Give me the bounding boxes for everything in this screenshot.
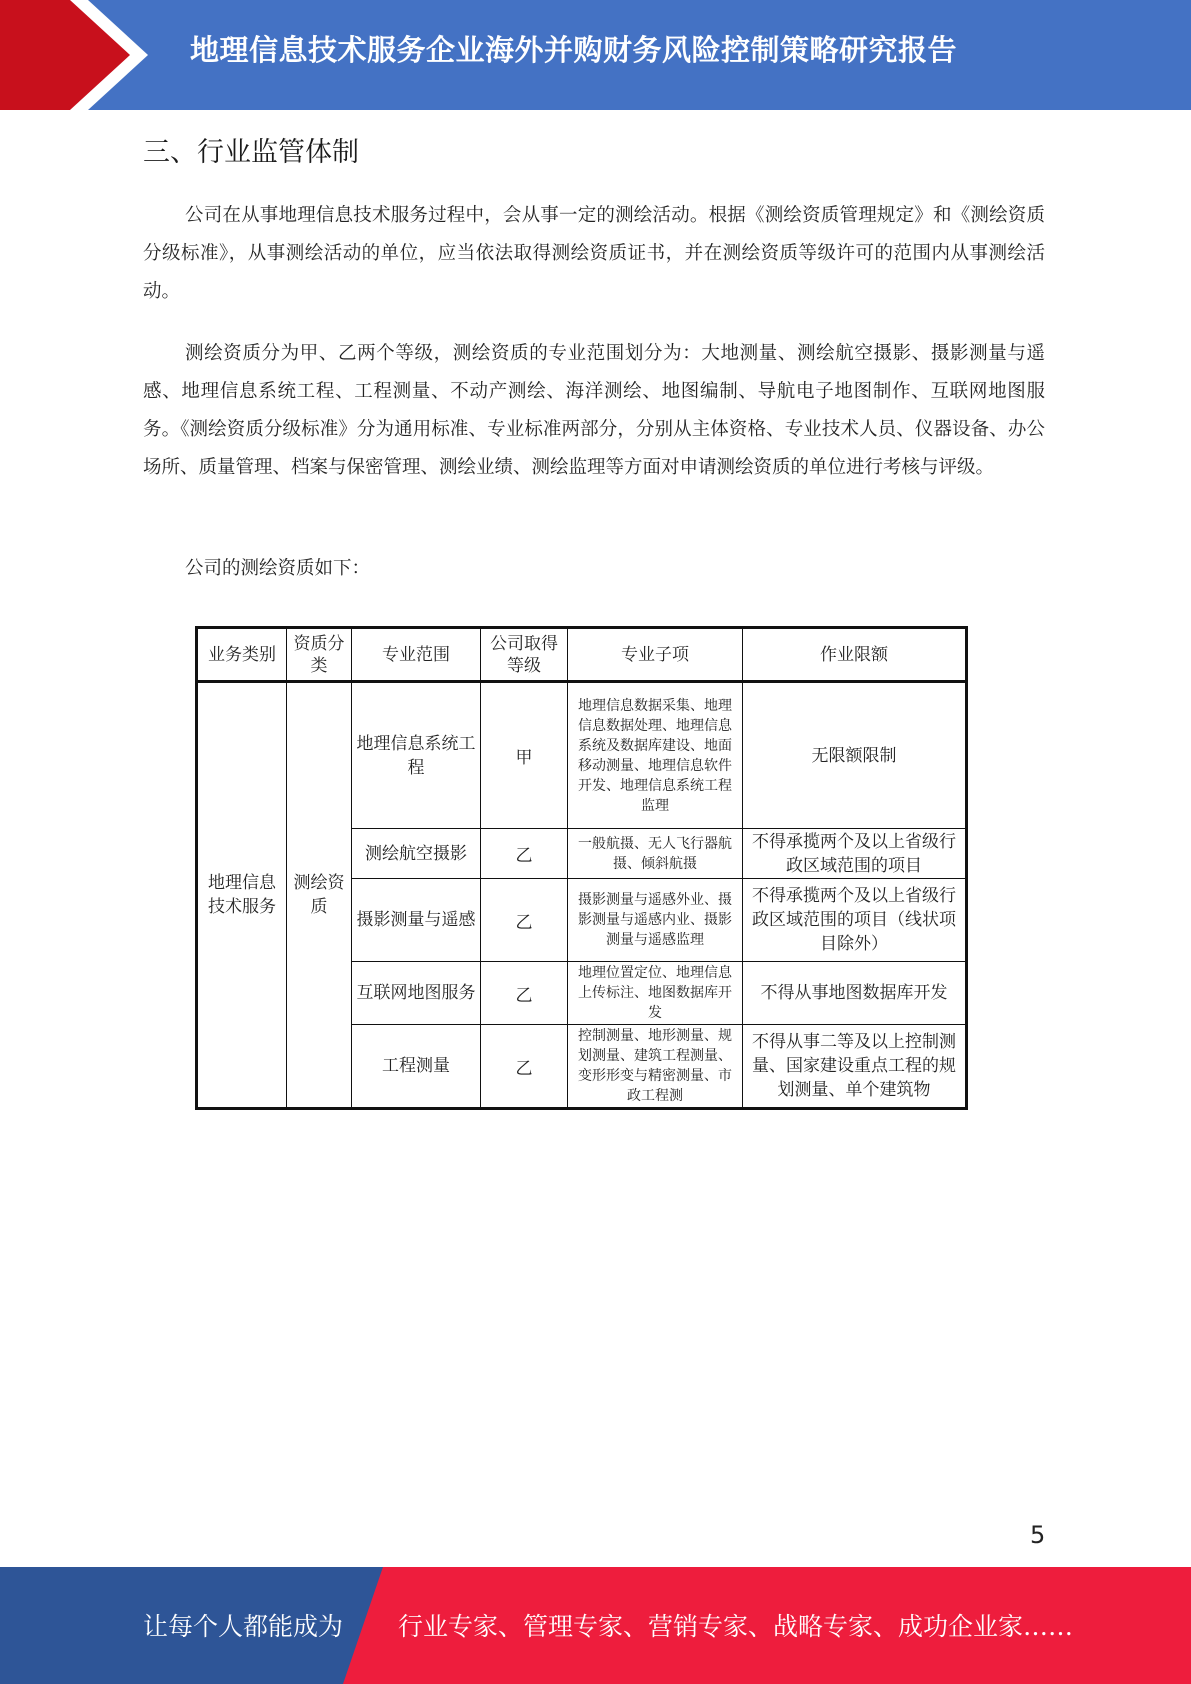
cell-sub-items: 摄影测量与遥感外业、摄影测量与遥感内业、摄影测量与遥感监理 [568, 879, 743, 962]
header-work-limit: 作业限额 [743, 628, 967, 682]
cell-grade: 甲 [481, 682, 568, 829]
cell-sub-items: 地理信息数据采集、地理信息数据处理、地理信息系统及数据库建设、地面移动测量、地理信息软件开发、地理信息系统工程监理 [568, 682, 743, 829]
cell-scope: 工程测量 [352, 1025, 481, 1109]
paragraph-qualification-requirement: 公司在从事地理信息技术服务过程中，会从事一定的测绘活动。根据《测绘资质管理规定》和《测绘资质分级标准》，从事测绘活动的单位，应当依法取得测绘资质证书，并在测绘资质等级许可的范围内从事测绘活动。 [143, 205, 1045, 302]
cell-grade: 乙 [481, 1025, 568, 1109]
qualification-table-wrapper [195, 626, 968, 1110]
cell-grade: 乙 [481, 879, 568, 962]
table-header-row [197, 628, 967, 682]
cell-qualification-class: 测绘资质 [287, 682, 352, 1109]
header-professional-scope: 专业范围 [352, 628, 481, 682]
paragraph-qualification-levels: 测绘资质分为甲、乙两个等级，测绘资质的专业范围划分为：大地测量、测绘航空摄影、摄影测量与遥感、地理信息系统工程、工程测量、不动产测绘、海洋测绘、地图编制、导航电子地图制作、互联网地图服务。《测绘资质分级标准》分为通用标准、专业标准两部分，分别从主体资格、专业技术人员、仪器设备、办公场所、质量管理、档案与保密管理、测绘业绩、测绘监理等方面对申请测绘资质的单位进行考核与评级。 [143, 343, 1045, 478]
cell-sub-items: 控制测量、地形测量、规划测量、建筑工程测量、变形形变与精密测量、市政工程测 [568, 1025, 743, 1109]
header-qualification-class: 资质分类 [287, 628, 352, 682]
cell-limit: 无限额限制 [743, 682, 967, 829]
cell-limit: 不得从事地图数据库开发 [743, 962, 967, 1025]
header-grade: 公司取得等级 [481, 628, 568, 682]
cell-scope: 互联网地图服务 [352, 962, 481, 1025]
qualification-table [195, 626, 968, 1110]
footer-banner [0, 1567, 1191, 1684]
page-number: 5 [1030, 1521, 1046, 1549]
footer-slogan-left: 让每个人都能成为 [143, 1612, 344, 1641]
cell-limit: 不得承揽两个及以上省级行政区域范围的项目（线状项目除外） [743, 879, 967, 962]
header-business-category: 业务类别 [197, 628, 287, 682]
footer-slogan-right: 行业专家、管理专家、营销专家、战略专家、成功企业家…… [398, 1612, 1074, 1641]
section-heading: 三、行业监管体制 [143, 137, 359, 168]
paragraph-company-qualification-intro: 公司的测绘资质如下： [185, 558, 371, 579]
cell-scope: 地理信息系统工程 [352, 682, 481, 829]
cell-scope: 摄影测量与遥感 [352, 879, 481, 962]
cell-sub-items: 一般航摄、无人飞行器航摄、倾斜航摄 [568, 829, 743, 879]
header-banner [0, 0, 1191, 110]
cell-sub-items: 地理位置定位、地理信息上传标注、地图数据库开发 [568, 962, 743, 1025]
table-row [197, 682, 967, 829]
cell-grade: 乙 [481, 829, 568, 879]
cell-grade: 乙 [481, 962, 568, 1025]
document-title: 地理信息技术服务企业海外并购财务风险控制策略研究报告 [190, 33, 958, 67]
cell-business-category: 地理信息技术服务 [197, 682, 287, 1109]
cell-scope: 测绘航空摄影 [352, 829, 481, 879]
header-sub-items: 专业子项 [568, 628, 743, 682]
cell-limit: 不得承揽两个及以上省级行政区域范围的项目 [743, 829, 967, 879]
cell-limit: 不得从事二等及以上控制测量、国家建设重点工程的规划测量、单个建筑物 [743, 1025, 967, 1109]
